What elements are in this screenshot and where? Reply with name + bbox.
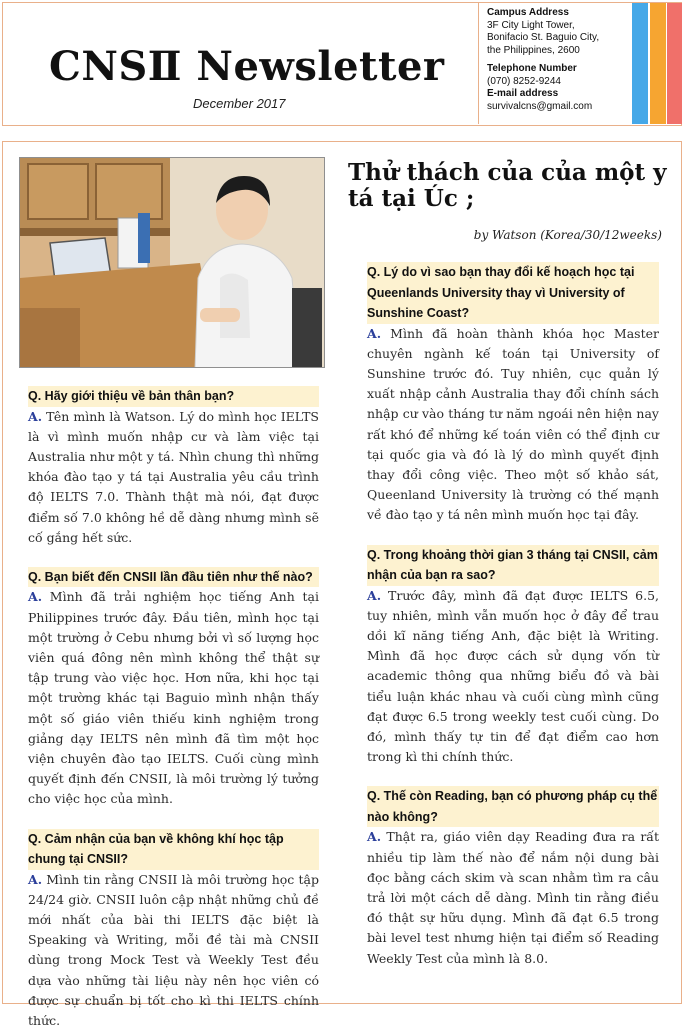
campus-address-line: 3F City Light Tower,: [487, 19, 575, 31]
answer-marker: A.: [28, 589, 43, 605]
answer-body: Mình tin rằng CNSII là môi trường học tập 24/24 giờ. CNSII luôn cập nhật những chủ đề mới nhất của bài thi IELTS đặc biệt là Speaking và Writing, mỗi đề tài mà CNSII dùng trong Mock Test và Weekly Test đều dựa vào những tài liệu này nên học viên có được sự chuẩn bị tốt cho kì thi IELTS chính thức.: [28, 871, 319, 1029]
answer-marker: A.: [367, 325, 382, 341]
email-label: E-mail address: [487, 88, 559, 99]
answer-marker: A.: [367, 587, 382, 603]
email-address[interactable]: survivalcns@gmail.com: [487, 100, 593, 112]
campus-address-line: Bonifacio St. Baguio City,: [487, 32, 600, 43]
answer-body: Mình đã hoàn thành khóa học Master chuyên ngành kế toán tại University of Sunshine trước đó. Tuy nhiên, cục quản lý xuất nhập cảnh Australia thay đổi chính sách nhập cư vào tháng tư năm ngoái nên hiện nay rất khó để những kế toán viên có thể định cư tại quốc gia và đó là lý do mình quyết định thay đổi công việc. Theo một số khảo sát, Queenland University là trường có thế mạnh về đào tạo y tá nên mình muốn học tại đây.: [367, 325, 659, 523]
newsletter-title: CNSⅡ Newsletter: [49, 43, 445, 90]
color-stripe-orange: [650, 3, 666, 124]
qa-block: [28, 829, 319, 1031]
answer-body: Mình đã trải nghiệm học tiếng Anh tại Philippines trước đây. Đầu tiên, mình học tại một trường ở Cebu nhưng bởi vì số lượng học viên quá đông nên mình không thể thật sự tập trung vào việc học. Hơn nữa, khi học tại một trường khác tại Baguio mình nhận thấy một số giáo viên thiếu kinh nghiệm trong giảng dạy IELTS nên mình đã tìm một học viện chuyên đào tạo IELTS. Cuối cùng mình quyết định đến CNSII, là môi trường lý tưởng cho việc học của mình.: [28, 589, 319, 807]
article-byline: by Watson (Korea/30/12weeks): [473, 228, 662, 242]
qa-block: [28, 386, 319, 548]
article-title: Thử thách của của một y tá tại Úc ;: [348, 159, 667, 212]
qa-block: [367, 545, 659, 768]
question-heading: Q. Bạn biết đến CNSII lần đầu tiên như thế nào?: [28, 567, 319, 588]
answer-text: [28, 407, 319, 548]
qa-block: [28, 567, 319, 810]
answer-body: Trước đây, mình đã đạt được IELTS 6.5, tuy nhiên, mình vẫn muốn học ở đây để trau dồi kĩ năng tiếng Anh, đặc biệt là Writing. Mình đã học được cách sử dụng vốn từ academic thông qua những biểu đồ và bài tiểu luận khác nhau và cuối cùng mình cũng đạt được 6.5 trong weekly test cuối cùng. Do đó, mình thấy tự tin để đạt điểm cao hơn trong kì thi chính thức.: [367, 587, 659, 765]
answer-text: [367, 324, 659, 526]
question-heading: Q. Lý do vì sao bạn thay đổi kế hoạch học tại Queenlands University thay vì University of Sunshine Coast?: [367, 262, 659, 324]
student-photo: [19, 157, 325, 368]
color-stripe-blue: [632, 3, 648, 124]
student-photo-illustration: [20, 158, 325, 368]
right-column: [367, 262, 659, 969]
answer-body: Tên mình là Watson. Lý do mình học IELTS là vì mình muốn nhập cư và làm việc tại Australia như một y tá. Nhìn chung thì những khóa đào tạo y tá tại Australia yêu cầu trình độ IELTS 7.0. Thành thật mà nói, đạt được điểm số 7.0 không hề dễ dàng nhưng mình sẽ cố gắng hết sức.: [28, 408, 319, 545]
telephone-number: (070) 8252-9244: [487, 75, 561, 87]
answer-marker: A.: [28, 871, 43, 887]
answer-text: [367, 586, 659, 768]
telephone-label: Telephone Number: [487, 63, 577, 74]
question-heading: Q. Thế còn Reading, bạn có phương pháp cụ thể nào không?: [367, 786, 659, 827]
answer-text: [367, 827, 659, 968]
qa-block: [367, 786, 659, 968]
answer-text: [28, 870, 319, 1031]
answer-marker: A.: [28, 408, 43, 424]
contact-box: [478, 3, 633, 124]
newsletter-header: [2, 2, 682, 126]
left-column: [28, 386, 319, 1031]
answer-marker: A.: [367, 829, 382, 845]
campus-address-label: Campus Address: [487, 7, 569, 18]
question-heading: Q. Hãy giới thiệu về bản thân bạn?: [28, 386, 319, 407]
answer-body: Thật ra, giáo viên dạy Reading đưa ra rất nhiều tip làm thế nào để nắm nội dung bài đọc bằng cách skim và scan nhằm tìm ra câu trả lời một cách dễ dàng. Mình tin rằng điều đó thật sự hữu dụng. Mình đã đạt 6.5 trong bài level test nhưng hiện tại điểm số Reading Weekly Test của mình là 8.0.: [367, 829, 659, 966]
issue-date: December 2017: [193, 96, 286, 111]
qa-block: [367, 262, 659, 526]
answer-text: [28, 587, 319, 809]
color-stripe-red: [667, 3, 682, 124]
question-heading: Q. Cảm nhận của bạn về không khí học tập chung tại CNSII?: [28, 829, 319, 870]
campus-address-line: the Philippines, 2600: [487, 44, 580, 56]
question-heading: Q. Trong khoảng thời gian 3 tháng tại CNSII, cảm nhận của bạn ra sao?: [367, 545, 659, 586]
